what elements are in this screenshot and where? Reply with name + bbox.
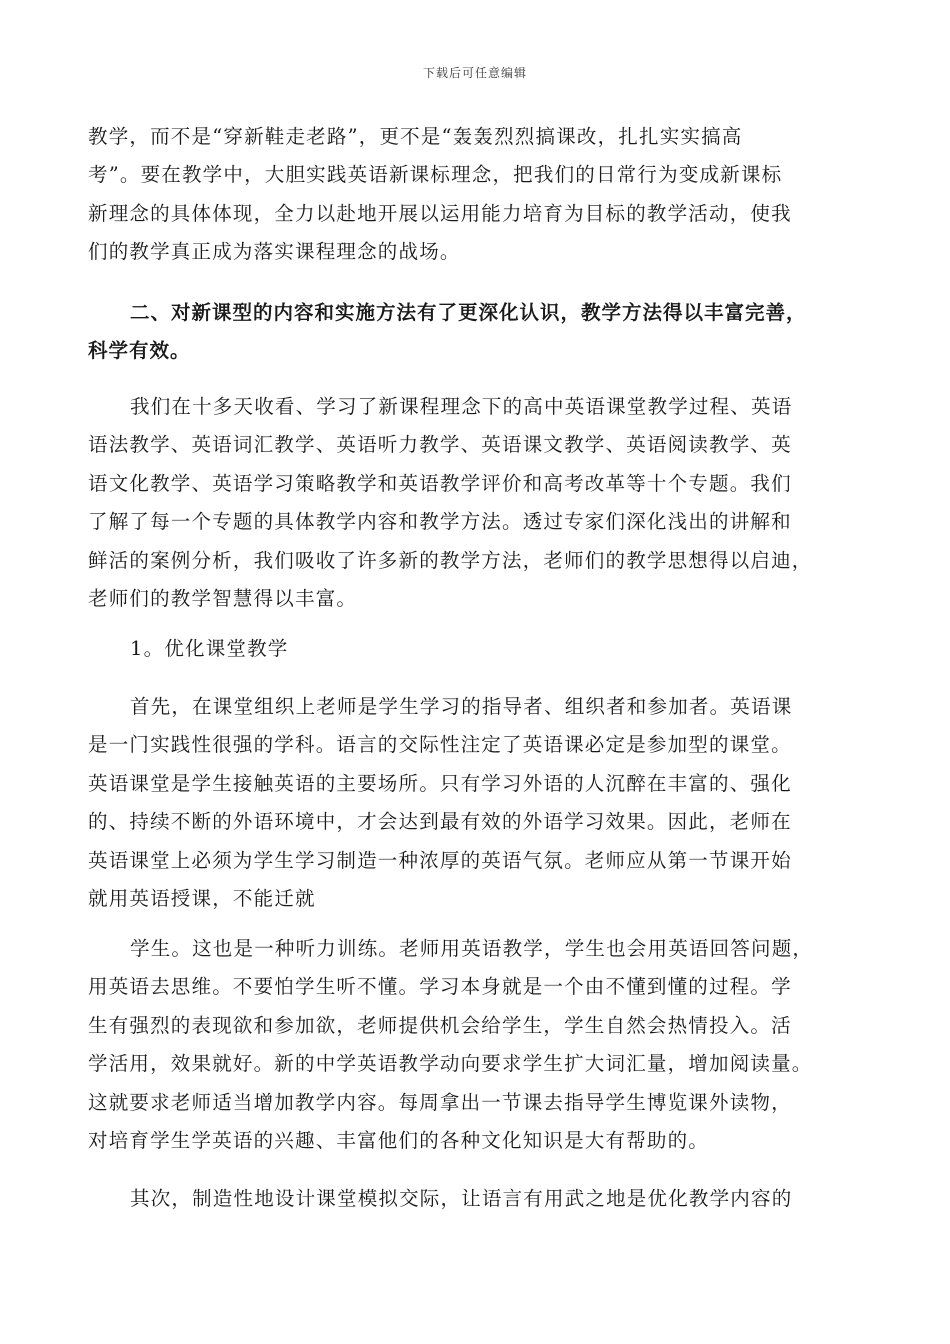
text-line: 其次，制造性地设计课堂模拟交际，让语言有用武之地是优化教学内容的 (130, 1187, 793, 1210)
page-header: 下载后可任意编辑 (422, 66, 527, 80)
text-line: 对培育学生学英语的兴趣、丰富他们的各种文化知识是大有帮助的。 (88, 1129, 710, 1153)
text-line: 是一门实践性很强的学科。语言的交际性注定了英语课必定是参加型的课堂。 (88, 733, 792, 757)
text-line: 语文化教学、英语学习策略教学和英语教学评价和高考改革等十个专题。我们 (88, 471, 792, 495)
text-line: 语法教学、英语词汇教学、英语听力教学、英语课文教学、英语阅读教学、英 (88, 433, 792, 457)
section-heading-2 (88, 294, 863, 371)
text-line: 用英语去思维。不要怕学生听不懂。学习本身就是一个由不懂到懂的过程。学 (88, 975, 792, 999)
paragraph-first (88, 688, 863, 918)
text-line: 鲜活的案例分析，我们吸收了许多新的教学方法，老师们的教学思想得以启迪， (88, 548, 813, 572)
subheading-line: 1。优化课堂教学 (130, 637, 289, 660)
paragraph-topics (88, 388, 863, 618)
subheading-optimize (88, 630, 863, 668)
paragraph-second (88, 1180, 863, 1218)
text-line: 的、持续不断的外语环境中，才会达到最有效的外语学习效果。因此，老师在 (88, 810, 792, 834)
text-line: 生有强烈的表现欲和参加欲，老师提供机会给学生，学生自然会热情投入。活 (88, 1013, 792, 1037)
text-line: 学活用，效果就好。新的中学英语教学动向要求学生扩大词汇量，增加阅读量。 (88, 1052, 813, 1076)
text-line: 英语课堂上必须为学生学习制造一种浓厚的英语气氛。老师应从第一节课开始 (88, 848, 792, 872)
text-line: 首先，在课堂组织上老师是学生学习的指导者、组织者和参加者。英语课 (130, 695, 793, 718)
paragraph-intro (88, 118, 863, 272)
text-line: 老师们的教学智慧得以丰富。 (88, 587, 358, 611)
text-line: 学生。这也是一种听力训练。老师用英语教学，学生也会用英语回答问题， (130, 937, 814, 960)
heading-line: 二、对新课型的内容和实施方法有了更深化认识，教学方法得以丰富完善， (130, 301, 807, 324)
text-line: 们的教学真正成为落实课程理念的战场。 (88, 240, 461, 264)
heading-line: 科学有效。 (88, 339, 191, 363)
text-line: 我们在十多天收看、学习了新课程理念下的高中英语课堂教学过程、英语 (130, 395, 793, 418)
text-line: 了解了每一个专题的具体教学内容和教学方法。透过专家们深化浅出的讲解和 (88, 510, 792, 534)
text-line: 这就要求老师适当增加教学内容。每周拿出一节课去指导学生博览课外读物， (88, 1090, 792, 1114)
text-line: 就用英语授课，不能迁就 (88, 887, 316, 911)
text-line: 新理念的具体体现，全力以赴地开展以运用能力培育为目标的教学活动，使我 (88, 201, 792, 225)
text-line: 教学，而不是“穿新鞋走老路”，更不是“轰轰烈烈搞课改，扎扎实实搞高 (88, 125, 743, 148)
text-line: 考”。要在教学中，大胆实践英语新课标理念，把我们的日常行为变成新课标 (88, 163, 783, 187)
text-line: 英语课堂是学生接触英语的主要场所。只有学习外语的人沉醉在丰富的、强化 (88, 771, 792, 795)
paragraph-students (88, 930, 863, 1160)
